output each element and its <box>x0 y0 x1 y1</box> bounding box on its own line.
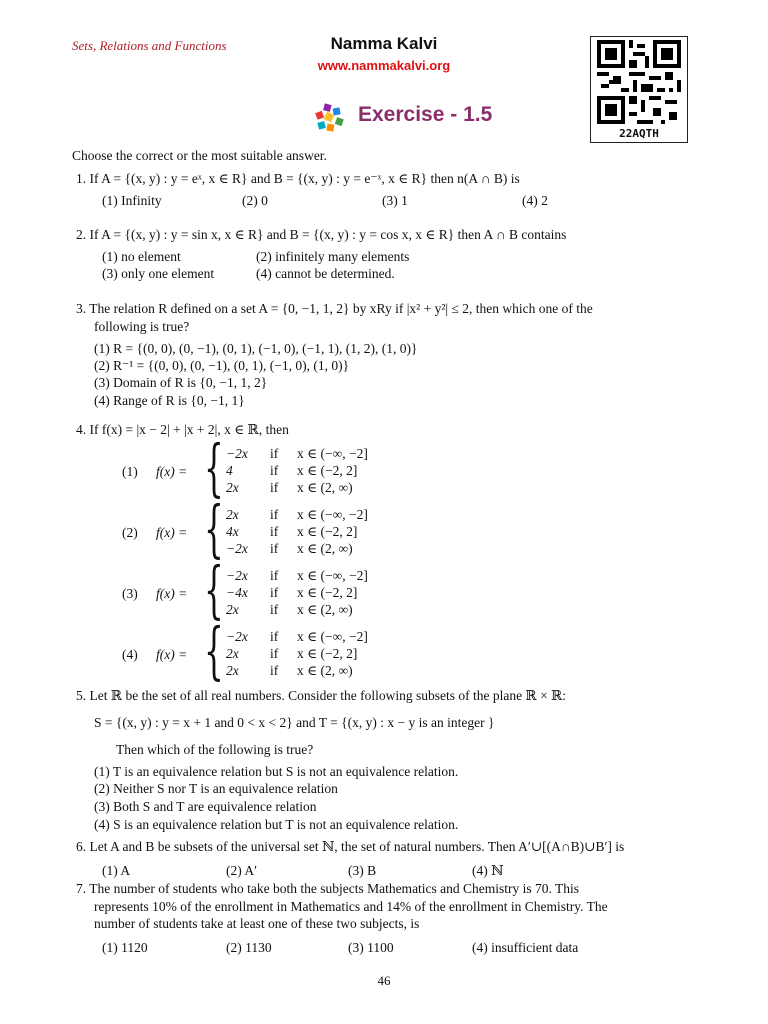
q4-piece-if: if <box>270 629 279 644</box>
q4-piece-expression: 4 <box>226 463 233 478</box>
q4-piece-if: if <box>270 568 279 583</box>
q4-left-brace: { <box>204 431 224 504</box>
q7-option-2: (2) 1130 <box>226 940 272 955</box>
q4-piece-expression: 2x <box>226 480 239 495</box>
q4-piece-expression: 2x <box>226 663 239 678</box>
question-5-stem: 5. Let ℝ be the set of all real numbers. Consider the following subsets of the plane ℝ × ℝ: <box>76 688 567 703</box>
qr-code-image <box>590 36 688 143</box>
q7-option-3: (3) 1100 <box>348 940 394 955</box>
q4-piece-if: if <box>270 646 279 661</box>
q4-piece-if: if <box>270 663 279 678</box>
q2-option-2: (2) infinitely many elements <box>256 249 410 264</box>
q4-piece-condition: x ∈ (2, ∞) <box>297 663 353 678</box>
question-7-stem: 7. The number of students who take both the subjects Mathematics and Chemistry is 70. This <box>76 881 580 896</box>
page-number: 46 <box>377 973 391 988</box>
q4-piece-condition: x ∈ (2, ∞) <box>297 541 353 556</box>
question-2-stem: 2. If A = {(x, y) : y = sin x, x ∈ R} and B = {(x, y) : y = cos x, x ∈ R} then A ∩ B contains <box>76 227 567 242</box>
q5-then-text: Then which of the following is true? <box>116 742 314 757</box>
q1-option-2: (2) 0 <box>242 193 268 208</box>
q7-option-4: (4) insufficient data <box>472 940 579 955</box>
q2-option-1: (1) no element <box>102 249 181 264</box>
q4-piece-expression: 2x <box>226 507 239 522</box>
q4-piece-condition: x ∈ (−2, 2] <box>297 463 358 478</box>
q1-option-1: (1) Infinity <box>102 193 162 208</box>
q4-piece-expression: 2x <box>226 646 239 661</box>
q4-piece-if: if <box>270 541 279 556</box>
q4-piece-condition: x ∈ (2, ∞) <box>297 602 353 617</box>
q4-piece-condition: x ∈ (−∞, −2] <box>297 446 368 461</box>
q4-piece-if: if <box>270 446 279 461</box>
question-7-stem-line-3: number of students take at least one of these two subjects, is <box>94 916 420 931</box>
colorful-cube-logo-icon <box>312 100 348 136</box>
question-4-stem: 4. If f(x) = |x − 2| + |x + 2|, x ∈ ℝ, then <box>76 422 289 437</box>
q4-piece-condition: x ∈ (−∞, −2] <box>297 629 368 644</box>
q5-set-definitions: S = {(x, y) : y = x + 1 and 0 < x < 2} and T = {(x, y) : x − y is an integer } <box>94 715 495 730</box>
q6-option-1: (1) A <box>102 863 131 878</box>
q4-piece-expression: 2x <box>226 602 239 617</box>
q4-piece-condition: x ∈ (−∞, −2] <box>297 568 368 583</box>
q6-option-4: (4) ℕ <box>472 863 504 878</box>
q5-option-2: (2) Neither S nor T is an equivalence relation <box>94 781 338 796</box>
site-url-link[interactable]: www.nammakalvi.org <box>317 58 451 73</box>
q4-piece-expression: −4x <box>226 585 248 600</box>
exercise-title: Exercise - 1.5 <box>358 103 493 126</box>
q4-option-number: (3) <box>122 586 138 601</box>
q4-piece-condition: x ∈ (−2, 2] <box>297 524 358 539</box>
q4-piece-expression: −2x <box>226 541 248 556</box>
q4-left-brace: { <box>204 492 224 565</box>
q4-option-number: (1) <box>122 464 138 479</box>
q4-piece-expression: 4x <box>226 524 239 539</box>
q4-left-brace: { <box>204 614 224 687</box>
q4-piece-if: if <box>270 602 279 617</box>
q1-option-4: (4) 2 <box>522 193 548 208</box>
q2-option-4: (4) cannot be determined. <box>256 266 395 281</box>
instruction-text: Choose the correct or the most suitable answer. <box>72 148 327 163</box>
q5-option-4: (4) S is an equivalence relation but T is not an equivalence relation. <box>94 817 459 832</box>
q5-option-1: (1) T is an equivalence relation but S is not an equivalence relation. <box>94 764 459 779</box>
q5-option-3: (3) Both S and T are equivalence relation <box>94 799 317 814</box>
site-name: Namma Kalvi <box>330 34 438 53</box>
subject-header: Sets, Relations and Functions <box>72 38 227 53</box>
q4-piece-condition: x ∈ (−2, 2] <box>297 646 358 661</box>
q6-option-3: (3) B <box>348 863 377 878</box>
q4-piece-condition: x ∈ (−∞, −2] <box>297 507 368 522</box>
q4-option-number: (4) <box>122 647 138 662</box>
question-3-stem: 3. The relation R defined on a set A = {0, −1, 1, 2} by xRy if |x² + y²| ≤ 2, then which one of the <box>76 301 593 316</box>
q7-option-1: (1) 1120 <box>102 940 148 955</box>
q4-piece-if: if <box>270 480 279 495</box>
q4-piece-expression: −2x <box>226 629 248 644</box>
q4-piece-if: if <box>270 463 279 478</box>
question-1-stem: 1. If A = {(x, y) : y = eˣ, x ∈ R} and B = {(x, y) : y = e⁻ˣ, x ∈ R} then n(A ∩ B) is <box>76 171 520 186</box>
q3-option-3: (3) Domain of R is {0, −1, 1, 2} <box>94 375 268 390</box>
q4-fx-label: f(x) = <box>156 647 188 662</box>
question-6-stem: 6. Let A and B be subsets of the universal set ℕ, the set of natural numbers. Then A′∪[(A∩B)∪B′] is <box>76 839 625 854</box>
q3-option-2: (2) R⁻¹ = {(0, 0), (0, −1), (0, 1), (−1, 0), (1, 0)} <box>94 358 350 373</box>
q4-piece-if: if <box>270 585 279 600</box>
q1-option-3: (3) 1 <box>382 193 408 208</box>
q4-option-number: (2) <box>122 525 138 540</box>
question-3-stem-cont: following is true? <box>94 319 190 334</box>
q3-option-4: (4) Range of R is {0, −1, 1} <box>94 393 245 408</box>
q4-fx-label: f(x) = <box>156 464 188 479</box>
question-7-stem-line-2: represents 10% of the enrollment in Mathematics and 14% of the enrollment in Chemistry. The <box>94 899 608 914</box>
q4-piece-condition: x ∈ (−2, 2] <box>297 585 358 600</box>
q6-option-2: (2) A′ <box>226 863 258 878</box>
q4-fx-label: f(x) = <box>156 586 188 601</box>
q4-piece-if: if <box>270 524 279 539</box>
q2-option-3: (3) only one element <box>102 266 215 281</box>
q4-piece-expression: −2x <box>226 568 248 583</box>
q3-option-1: (1) R = {(0, 0), (0, −1), (0, 1), (−1, 0), (−1, 1), (1, 2), (1, 0)} <box>94 341 418 356</box>
q4-piece-condition: x ∈ (2, ∞) <box>297 480 353 495</box>
q4-fx-label: f(x) = <box>156 525 188 540</box>
q4-piece-expression: −2x <box>226 446 248 461</box>
q4-left-brace: { <box>204 553 224 626</box>
q4-piece-if: if <box>270 507 279 522</box>
qr-code-label: 22AQTH <box>619 127 659 140</box>
qr-pattern <box>597 40 681 124</box>
